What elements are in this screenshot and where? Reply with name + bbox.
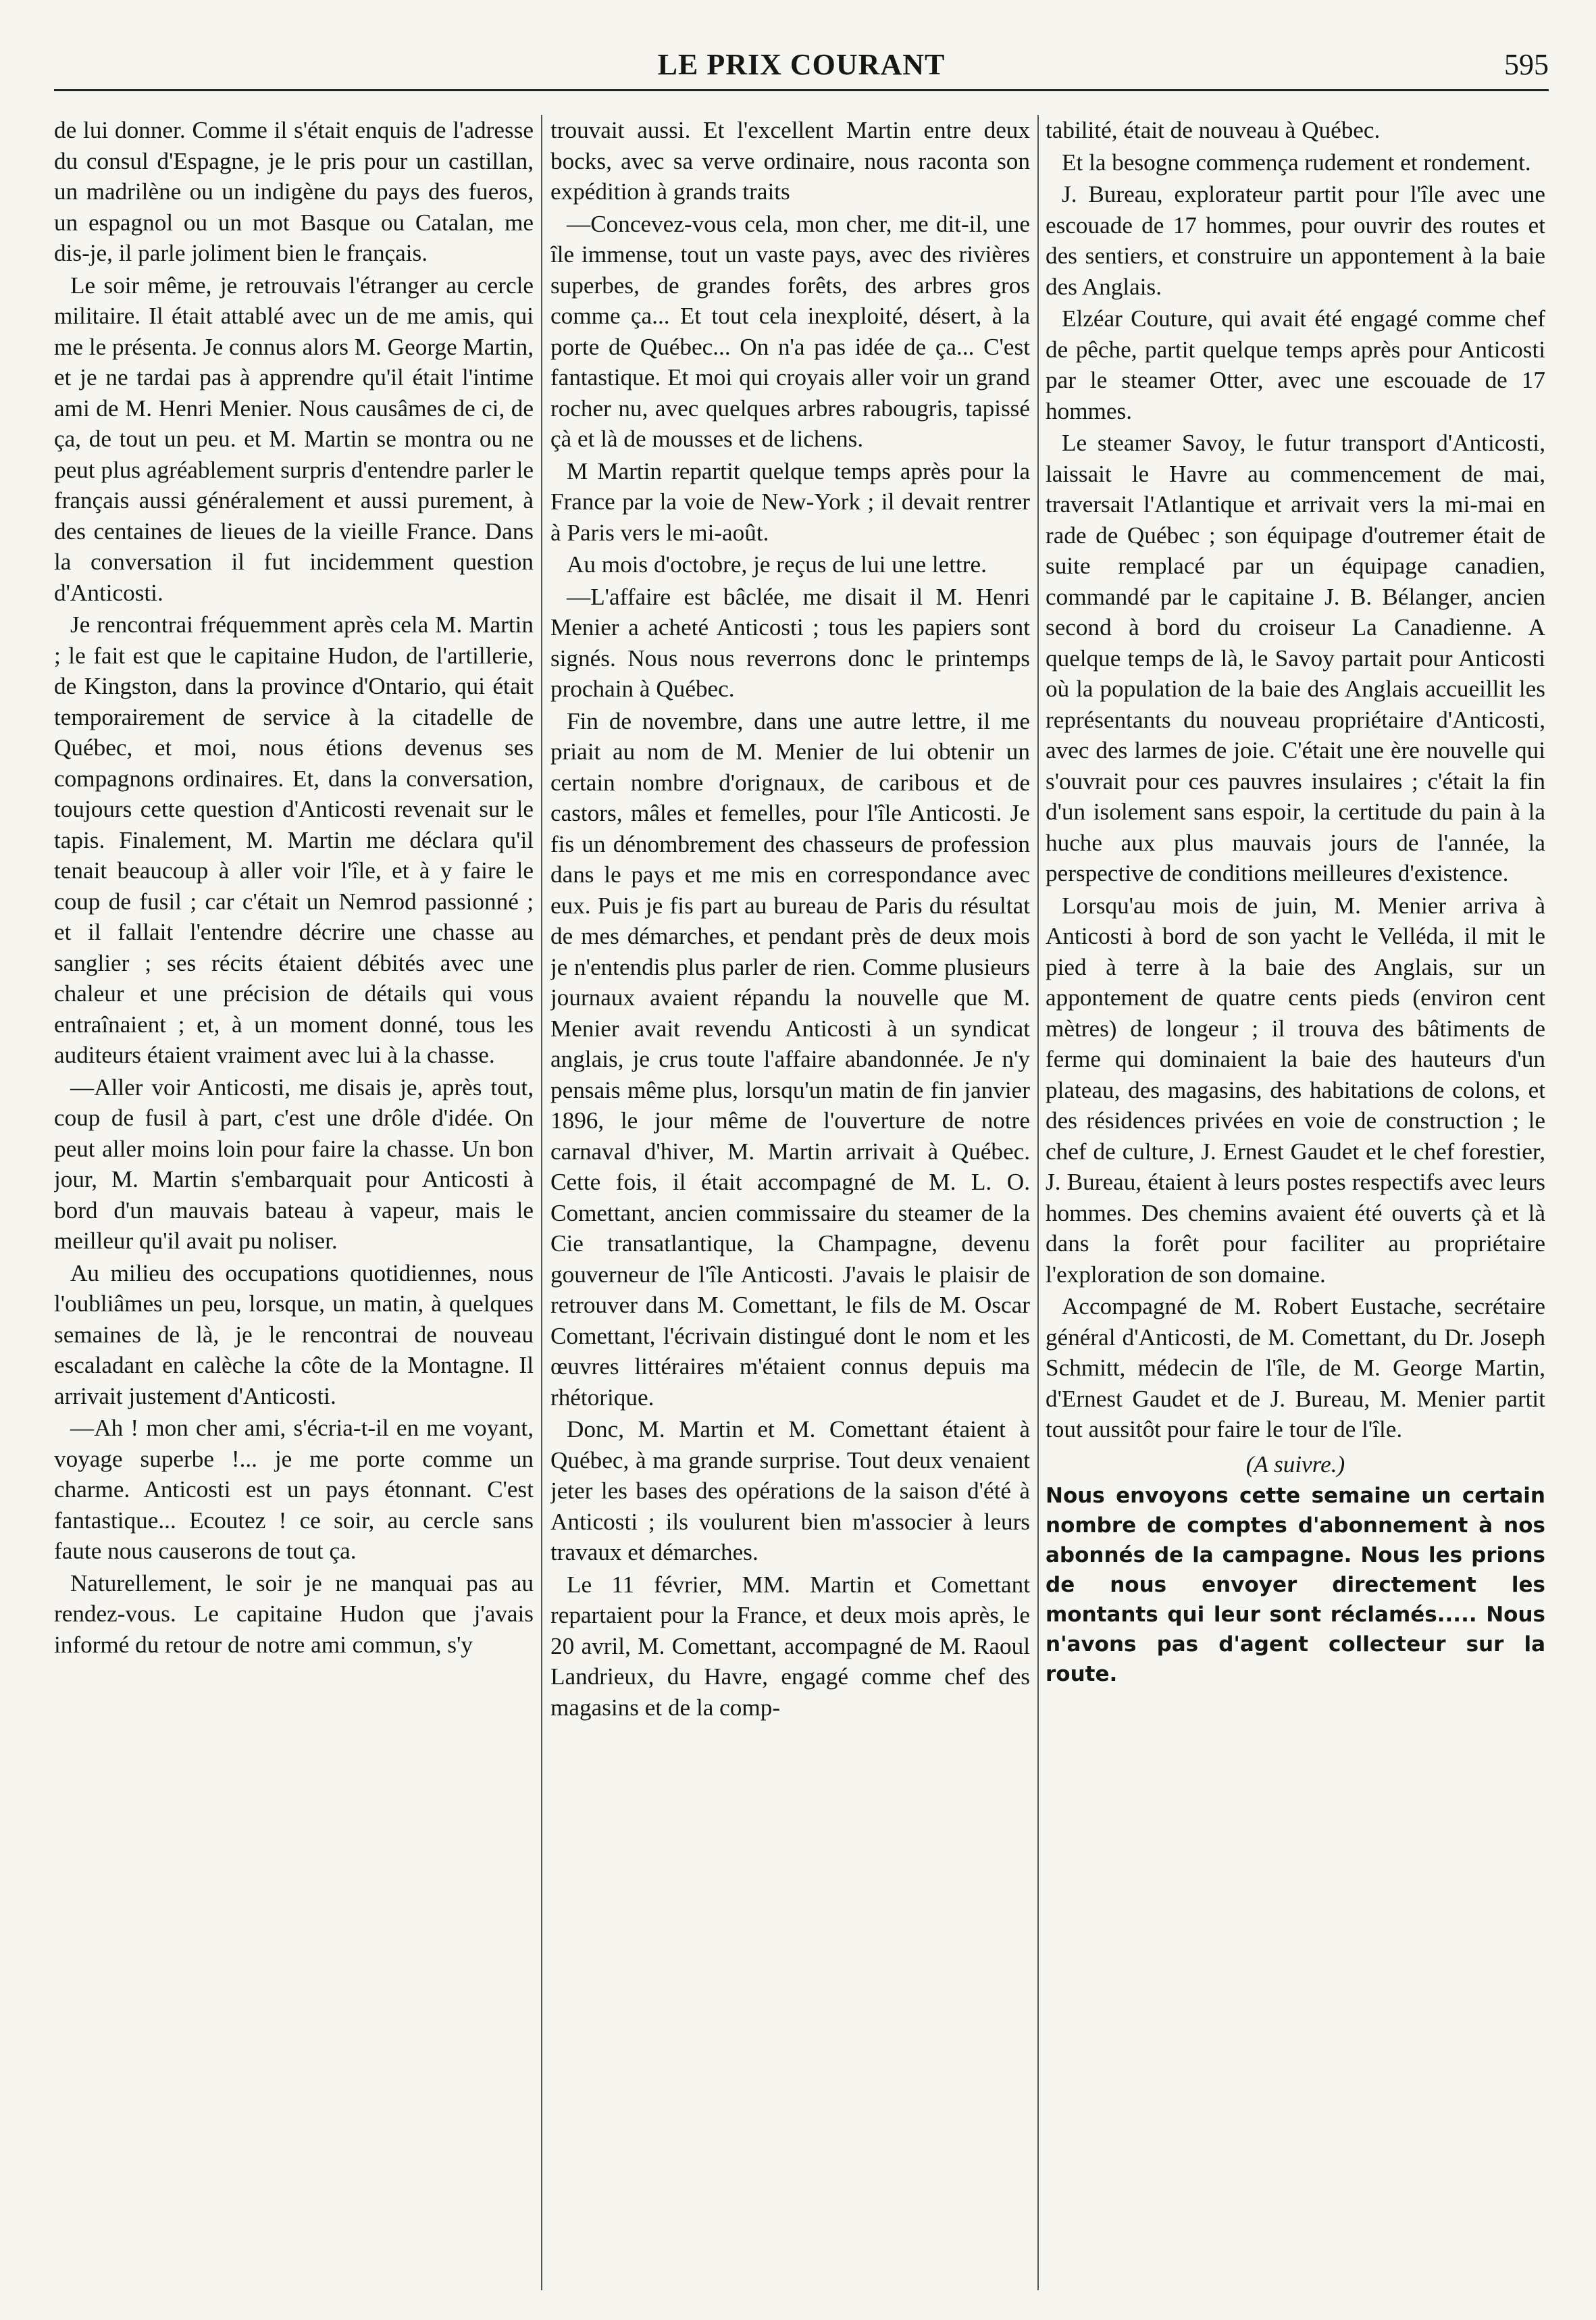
column-divider (541, 115, 542, 2290)
paragraph: Je rencontrai fréquemment après cela M. Martin ; le fait est que le capitaine Hudon, de l'artillerie, de Kingston, dans la province d'Ontario, qui était temporairement de service à la citadelle de Québec, et moi, nous étions devenus ses compagnons ordinaires. Et, dans la conversation, toujours cette question d'Anticosti revenait sur le tapis. Finalement, M. Martin me déclara qu'il tenait beaucoup à aller voir l'île, et à y faire le coup de fusil ; car c'était un Nemrod passionné ; et il fallait l'entendre décrire une chasse au sanglier ; ses récits étaient débités avec une chaleur et une précision de détails qui vous entraînaient ; et, à un moment donné, tous les auditeurs étaient vraiment avec lui à la chasse. (54, 611, 534, 1068)
subscriber-notice: Nous envoyons cette semaine un certain nombre de comptes d'abonnement à nos abonnés de la campagne. Nous les prions de nous envoyer directement les montants qui leur sont réclamés..... Nous n'avons pas d'agent collecteur sur la route. (1046, 1484, 1545, 1686)
paragraph: Le 11 février, MM. Martin et Comettant repartaient pour la France, et deux mois après, le 20 avril, M. Comettant, accompagné de M. Raoul Landrieux, du Havre, engagé comme chef des magasins et de la comp- (550, 1571, 1030, 1721)
paragraph: Le steamer Savoy, le futur transport d'Anticosti, laissait le Havre au commencement de mai, traversait l'Atlantique et arrivait vers la mi-mai en rade de Québec ; son équipage d'outremer était de suite remplacé par un équipage canadien, commandé par le capitaine J. B. Bélanger, ancien second à bord du croiseur La Canadienne. A quelque temps de là, le Savoy partait pour Anticosti où la population de la baie des Anglais accueillit les représentants du nouveau propriétaire d'Anticosti, avec des larmes de joie. C'était une ère nouvelle qui s'ouvrait pour ces pauvres insulaires ; c'était la fin d'un isolement sans espoir, la certitude du pain à la huche aux plus mauvais jours de l'année, la perspective de conditions meilleures d'existence. (1046, 430, 1545, 886)
paragraph: —Concevez-vous cela, mon cher, me dit-il, une île immense, tout un vaste pays, avec des rivières superbes, de grandes forêts, des arbres gros comme ça... Et tout cela inexploité, désert, à la porte de Québec... On n'a pas idée de ça... C'est fantastique. Et moi qui croyais aller voir un grand rocher nu, avec quelques arbres rabougris, tapissé çà et là de mousses et de lichens. (550, 210, 1030, 452)
text-column-3 (1046, 115, 1545, 2290)
paragraph: Le soir même, je retrouvais l'étranger au cercle militaire. Il était attablé avec un de me amis, qui me le présenta. Je connus alors M. George Martin, et je ne tardai pas à apprendre qu'il était l'intime ami de M. Henri Menier. Nous causâmes de ci, de ça, de tout un peu. et M. Martin se montra ou ne peut plus agréablement surpris d'entendre parler le français aussi généralement et aussi purement, à des centaines de lieues de la vieille France. Dans la conversation il fut incidemment question d'Anticosti. (54, 272, 534, 606)
paragraph: —L'affaire est bâclée, me disait il M. Henri Menier a acheté Anticosti ; tous les papiers sont signés. Nous nous reverrons donc le printemps prochain à Québec. (550, 583, 1030, 702)
paragraph: Et la besogne commença rudement et rondement. (1062, 149, 1531, 176)
paragraph: trouvait aussi. Et l'excellent Martin entre deux bocks, avec sa verve ordinaire, nous raconta son expédition à grands traits (550, 117, 1030, 205)
header-rule (54, 89, 1549, 91)
page-header (54, 47, 1549, 101)
paragraph: Fin de novembre, dans une autre lettre, il me priait au nom de M. Menier de lui obtenir un certain nombre d'orignaux, de caribous et de castors, mâles et femelles, pour l'île Anticosti. Je fis un dénombrement des chasseurs de profession dans le pays et me mis en correspondance avec eux. Puis je fis part au bureau de Paris du résultat de mes démarches, et pendant près de deux mois je n'entendis plus parler de rien. Comme plusieurs journaux avaient répandu la nouvelle que M. Menier avait revendu Anticosti à un syndicat anglais, je crus toute l'affaire abandonnée. Je n'y pensais même plus, lorsqu'un matin de fin janvier 1896, le jour même de l'ouverture de notre carnaval d'hiver, M. Martin arrivait à Québec. Cette fois, il était accompagné de M. L. O. Comettant, ancien commissaire du steamer de la Cie transatlantique, la Champagne, devenu gouverneur de l'île Anticosti. J'avais le plaisir de retrouver dans M. Comettant, le fils de M. Oscar Comettant, l'écrivain distingué dont le nom et les œuvres littéraires m'étaient connus depuis ma rhétorique. (550, 707, 1030, 1411)
paragraph: Elzéar Couture, qui avait été engagé comme chef de pêche, partit quelque temps après pour Anticosti par le steamer Otter, avec une escouade de 17 hommes. (1046, 305, 1545, 424)
journal-title: LE PRIX COURANT (657, 48, 946, 81)
paragraph: Accompagné de M. Robert Eustache, secrétaire général d'Anticosti, de M. Comettant, du Dr. Joseph Schmitt, médecin de l'île, de M. George Martin, d'Ernest Gaudet et de J. Bureau, M. Menier partit tout aussitôt pour faire le tour de l'île. (1046, 1293, 1545, 1442)
paragraph: Donc, M. Martin et M. Comettant étaient à Québec, à ma grande surprise. Tout deux venaient jeter les bases des opérations de la saison d'été à Anticosti ; ils voulurent bien m'associer à leurs travaux et démarches. (550, 1416, 1030, 1565)
paragraph: J. Bureau, explorateur partit pour l'île avec une escouade de 17 hommes, pour ouvrir des routes et des sentiers, et construire un appontement à la baie des Anglais. (1046, 181, 1545, 300)
paragraph: tabilité, était de nouveau à Québec. (1046, 117, 1381, 143)
to-be-continued-note: (A suivre.) (1245, 1451, 1345, 1478)
paragraph: M Martin repartit quelque temps après pour la France par la voie de New-York ; il devait rentrer à Paris vers le mi-août. (550, 457, 1030, 546)
column-divider (1037, 115, 1039, 2290)
paragraph: Lorsqu'au mois de juin, M. Menier arriva à Anticosti à bord de son yacht le Velléda, il mit le pied à terre à la baie des Anglais, sur un appontement de quatre cents pieds (environ cent mètres) de longeur ; il trouva des bâtiments de ferme qui dominaient la baie des hauteurs d'un plateau, des magasins, des habitations de colons, et des résidences privées en voie de construction ; le chef de culture, J. Ernest Gaudet et le chef forestier, J. Bureau, étaient à leurs postes respectifs avec leurs hommes. Des chemins avaient été ouverts çà et là dans la forêt pour faciliter au propriétaire l'exploration de son domaine. (1046, 892, 1545, 1288)
paragraph: Naturellement, le soir je ne manquai pas au rendez-vous. Le capitaine Hudon que j'avais informé du retour de notre ami commun, s'y (54, 1569, 534, 1658)
paragraph: de lui donner. Comme il s'était enquis de l'adresse du consul d'Espagne, je le pris pour un castillan, un madrilène ou un indigène du pays des fueros, un espagnol ou un mot Basque ou Catalan, me dis-je, il parle joliment bien le français. (54, 117, 534, 266)
paragraph: Au mois d'octobre, je reçus de lui une lettre. (567, 551, 987, 578)
page-number: 595 (1504, 48, 1549, 81)
text-column-2 (550, 115, 1030, 2290)
paragraph: —Ah ! mon cher ami, s'écria-t-il en me voyant, voyage superbe !... je me porte comme un charme. Anticosti est un pays étonnant. C'est fantastique... Ecoutez ! ce soir, au cercle sans faute nous causerons de tout ça. (54, 1415, 534, 1564)
text-column-1 (54, 115, 534, 2290)
paragraph: Au milieu des occupations quotidiennes, nous l'oubliâmes un peu, lorsque, un matin, à quelques semaines de là, je le rencontrai de nouveau escaladant en calèche la côte de la Montagne. Il arrivait justement d'Anticosti. (54, 1259, 534, 1409)
paragraph: —Aller voir Anticosti, me disais je, après tout, coup de fusil à part, c'est une drôle d'idée. On peut aller moins loin pour faire la chasse. Un bon jour, M. Martin s'embarquait pour Anticosti à bord d'un mauvais bateau à vapeur, mais le meilleur qu'il avait pu noliser. (54, 1074, 534, 1254)
